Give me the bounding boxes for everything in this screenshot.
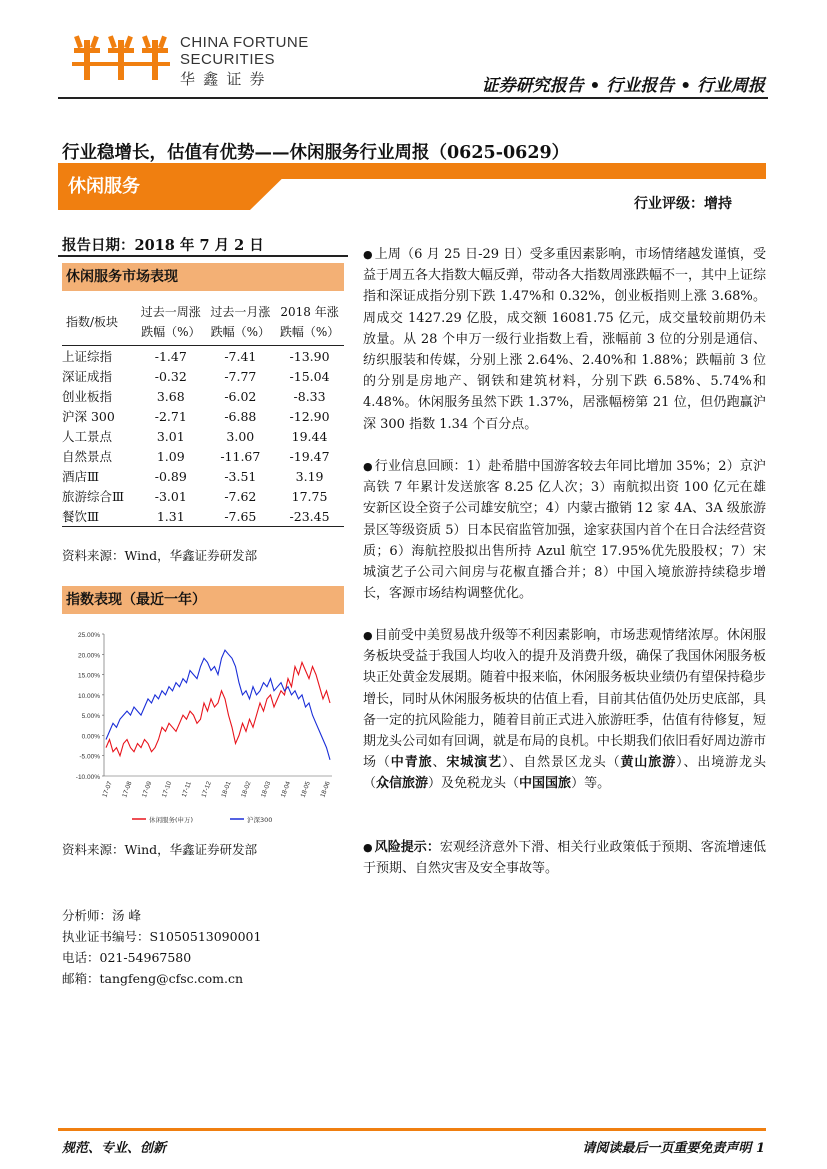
cell-week: -1.47 xyxy=(154,348,187,364)
x-tick-label: 17-10 xyxy=(160,780,174,799)
legend-label: 休闲服务(申万) xyxy=(149,816,194,824)
paragraph-risk xyxy=(363,837,766,879)
cell-week: 3.68 xyxy=(156,388,185,404)
cell-month: -6.88 xyxy=(224,408,257,424)
market-table xyxy=(62,301,344,527)
row-label: 自然景点 xyxy=(62,449,113,464)
cell-week: 1.09 xyxy=(156,448,185,464)
table-header-row-1 xyxy=(62,301,344,321)
x-tick-label: 17-07 xyxy=(101,780,114,799)
x-tick-label: 18-06 xyxy=(319,780,332,799)
series-line xyxy=(106,650,330,760)
risk-text: 宏观经济意外下滑、相关行业政策低于预期、客流增速低于预期、自然灾害及安全事故等。 xyxy=(363,840,766,877)
cell-week: 3.01 xyxy=(156,428,185,444)
industry-rating: 行业评级：增持 xyxy=(634,196,732,212)
row-label: 沪深 300 xyxy=(62,409,115,424)
cell-month: -7.77 xyxy=(224,368,257,384)
cell-year: 17.75 xyxy=(291,488,328,504)
outlook-separator: 、 xyxy=(432,755,447,771)
cell-year: -15.04 xyxy=(289,368,330,384)
table-row xyxy=(62,366,344,386)
table-row xyxy=(62,386,344,406)
y-tick-label: 10.00% xyxy=(77,692,100,700)
y-tick-label: 0.00% xyxy=(81,733,100,741)
table-col-week: 过去一周涨 xyxy=(140,304,201,319)
row-label: 创业板指 xyxy=(62,389,113,404)
table-col-month: 过去一月涨 xyxy=(210,304,271,319)
index-chart xyxy=(62,624,344,830)
row-label: 酒店Ⅲ xyxy=(62,469,100,484)
x-tick-label: 18-02 xyxy=(240,780,253,799)
x-tick-label: 17-08 xyxy=(121,780,134,799)
risk-label: 风险提示： xyxy=(374,840,440,855)
cell-year: -13.90 xyxy=(289,348,330,364)
row-label: 旅游综合Ⅲ xyxy=(62,489,125,504)
company-name-en-2: SECURITIES xyxy=(180,51,276,68)
table-col-unit: 跌幅（%） xyxy=(141,324,201,339)
row-label: 深证成指 xyxy=(62,369,113,384)
table-col-unit: 跌幅（%） xyxy=(279,324,340,339)
row-label: 上证综指 xyxy=(62,349,113,364)
report-type: 证券研究报告 • 行业报告 • 行业周报 xyxy=(481,76,765,96)
outlook-text-f: ）等。 xyxy=(571,776,611,792)
cell-month: -7.41 xyxy=(224,348,257,364)
cell-year: -23.45 xyxy=(289,508,330,524)
series-line xyxy=(106,662,330,755)
table-row xyxy=(62,346,344,367)
table-row xyxy=(62,486,344,506)
row-label: 餐饮Ⅲ xyxy=(62,509,100,524)
footer-slogan: 规范、专业、创新 xyxy=(62,1141,167,1156)
footer-bar xyxy=(58,1128,766,1131)
table-row xyxy=(62,406,344,426)
cell-month: -3.51 xyxy=(224,468,257,484)
x-tick-label: 18-03 xyxy=(260,780,273,799)
cell-month: 3.00 xyxy=(226,428,255,444)
footer-disclaimer: 请阅读最后一页重要免责声明 1 xyxy=(582,1141,765,1156)
paragraph-industry-news: ● 行业信息回顾：1）赴希腊中国游客较去年同比增加 35%；2）京沪高铁 7 年累计发送旅客 8.25 亿人次；3）南航拟出资 100 亿元在雄安新区设全资子公司雄安航空；4）内蒙古撤销 12 家 4A、3A 级旅游景区等级资质 5）日本民宿监管加强，途家获国内首个在日合法经营资质；6）海航控股拟出售所持 Azul 航空 17.95%优先股股权；7）宋城演艺子公司六间房与花椒直播合并；8）中国入境旅游持续稳步增长，客源市场结构调整优化。 xyxy=(363,456,766,604)
y-tick-label: -5.00% xyxy=(79,753,100,761)
y-tick-label: 5.00% xyxy=(81,713,100,721)
table-row xyxy=(62,426,344,446)
y-tick-label: 15.00% xyxy=(77,672,100,680)
cell-month: -6.02 xyxy=(224,388,257,404)
chart-source: 资料来源：Wind，华鑫证券研发部 xyxy=(62,842,258,857)
stock-huangshan: 黄山旅游 xyxy=(620,755,677,771)
y-tick-label: 25.00% xyxy=(77,632,100,639)
cell-week: 1.31 xyxy=(156,508,185,524)
stock-zhongxin: 众信旅游 xyxy=(376,776,429,792)
table-row xyxy=(62,446,344,466)
x-tick-label: 18-04 xyxy=(279,780,293,799)
x-tick-label: 17-11 xyxy=(180,780,193,799)
banner-label: 休闲服务 xyxy=(68,176,140,197)
cell-month: -7.65 xyxy=(224,508,257,524)
x-tick-label: 18-01 xyxy=(220,780,233,799)
cell-week: -2.71 xyxy=(154,408,187,424)
cell-week: -0.89 xyxy=(154,468,187,484)
analyst-license: 执业证书编号：S1050513090001 xyxy=(62,929,262,944)
index-section-title: 指数表现（最近一年） xyxy=(62,586,344,614)
x-tick-label: 17-12 xyxy=(200,780,213,799)
y-tick-label: 20.00% xyxy=(77,652,100,660)
outlook-text-a: 目前受中美贸易战升级等不利因素影响，市场悲观情绪浓厚。休闲服务板块受益于我国人均收入的提升及消费升级，确保了我国休闲服务板块正处黄金发展期。随着中报来临，休闲服务板块业绩仍有望保持稳步增长，同时从休闲服务板块的估值上看，目前其估值仍处历史底部，具备一定的抗风险能力，随着目前正式进入旅游旺季，估值有待修复，短期龙头公司如有回调，就是布局的良机。中长期我们依旧看好周边游市场（ xyxy=(363,628,767,771)
cell-year: 19.44 xyxy=(291,428,328,444)
x-tick-label: 17-09 xyxy=(141,780,154,799)
table-row xyxy=(62,506,344,527)
y-tick-label: -10.00% xyxy=(75,774,100,781)
cell-week: -0.32 xyxy=(154,368,187,384)
analyst-phone: 电话：021-54967580 xyxy=(62,950,192,965)
header-divider xyxy=(58,97,768,99)
analyst-email: 邮箱：tangfeng@cfsc.com.cn xyxy=(62,971,244,986)
stock-songcheng: 宋城演艺 xyxy=(446,755,502,771)
cell-week: -3.01 xyxy=(154,488,187,504)
legend-label: 沪深300 xyxy=(247,816,273,824)
cell-year: -8.33 xyxy=(293,388,326,404)
cell-year: 3.19 xyxy=(295,468,324,484)
paragraph-market-review: ● 上周（6 月 25 日-29 日）受多重因素影响，市场情绪越发谨慎，受益于周五各大指数大幅反弹，带动各大指数周涨跌幅不一，其中上证综指和深证成指分别下跌 1.47%和 0.32%，创业板指则上涨 3.68%。周成交 1427.29 亿股，成交额 16081.75 亿元，成交量较前期仍未放量。从 28 个申万一级行业指数上看，涨幅前 3 位的分别是通信、纺织服装和传媒，分别上涨 2.64%、2.40%和 1.88%；跌幅前 3 位的分别是房地产、钢铁和建筑材料，分别下跌 6.58%、5.74%和 4.48%。休闲服务虽然下跌 1.37%，居涨幅榜第 21 位，但仍跑赢沪深 300 指数 1.34 个百分点。 xyxy=(363,244,766,435)
market-source: 资料来源：Wind，华鑫证券研发部 xyxy=(62,548,258,563)
table-col-index: 指数/板块 xyxy=(66,314,119,329)
table-col-unit: 跌幅（%） xyxy=(210,324,271,339)
outlook-text-e: ）及免税龙头（ xyxy=(428,776,520,792)
company-name-en-1: CHINA FORTUNE xyxy=(180,34,309,51)
stock-guolv: 中国国旅 xyxy=(519,776,572,792)
paragraph-outlook xyxy=(363,625,766,795)
cell-month: -7.62 xyxy=(224,488,257,504)
market-section-title: 休闲服务市场表现 xyxy=(62,263,344,291)
company-logo xyxy=(72,34,172,86)
table-col-year: 2018 年涨 xyxy=(280,304,339,319)
outlook-text-c: ）、自然景区龙头（ xyxy=(501,755,621,771)
report-date: 报告日期：2018 年 7 月 2 日 xyxy=(62,237,264,254)
cell-month: -11.67 xyxy=(220,448,261,464)
report-title: 行业稳增长，估值有优势——休闲服务行业周报（0625-0629） xyxy=(62,143,570,163)
left-divider xyxy=(58,255,348,257)
table-row xyxy=(62,466,344,486)
row-label: 人工景点 xyxy=(62,429,113,444)
company-name-cn: 华 鑫 证 券 xyxy=(180,71,267,88)
cell-year: -12.90 xyxy=(289,408,330,424)
x-tick-label: 18-05 xyxy=(299,780,312,799)
outlook-text-d: ）、出境游龙头（ xyxy=(363,755,766,792)
stock-zhongqinglv: 中青旅 xyxy=(390,755,433,771)
cell-year: -19.47 xyxy=(289,448,330,464)
analyst-name: 分析师：汤 峰 xyxy=(62,908,141,923)
